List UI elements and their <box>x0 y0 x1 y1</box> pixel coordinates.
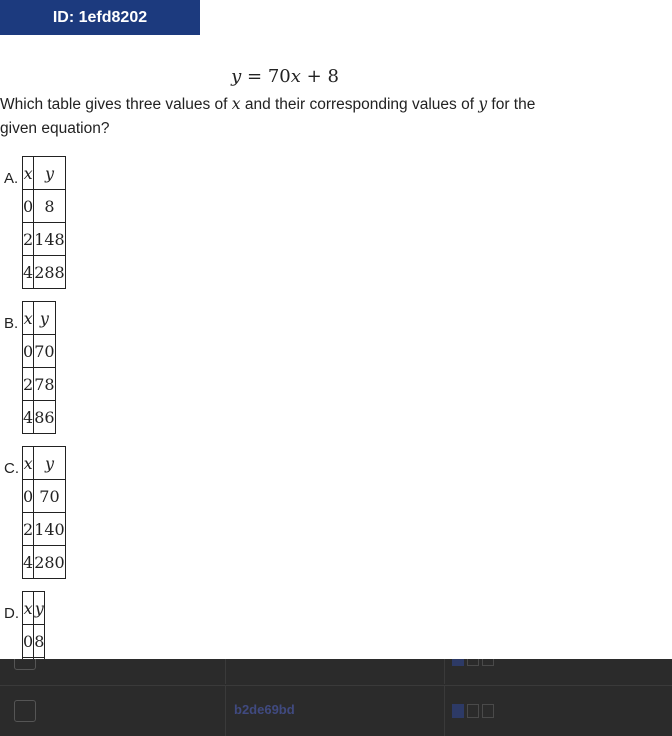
table-header-cell: x <box>23 592 34 625</box>
progress-square <box>452 659 464 666</box>
table-header-row <box>23 302 56 335</box>
table-row <box>23 401 56 434</box>
question-text <box>0 92 570 141</box>
option-letter: D. <box>4 605 19 622</box>
table-cell: 2 <box>23 513 34 546</box>
overlay-progress-squares <box>452 704 494 718</box>
overlay-progress-squares <box>452 659 494 666</box>
table-cell: 0 <box>23 190 34 223</box>
table-header-cell: x <box>23 302 34 335</box>
table-row <box>23 513 66 546</box>
option-letter: C. <box>4 460 19 477</box>
progress-square <box>467 704 479 718</box>
overlay-row <box>0 659 672 684</box>
progress-square <box>482 659 494 666</box>
equation <box>0 66 570 87</box>
overlay-checkbox[interactable] <box>14 700 36 722</box>
table-cell: 2 <box>23 223 34 256</box>
equation-equals: = <box>247 66 263 87</box>
table-cell: 0 <box>23 625 34 658</box>
table-header-cell: y <box>34 592 45 625</box>
table-header-row <box>23 447 66 480</box>
overlay-table <box>0 659 672 736</box>
option-c-table <box>22 446 66 579</box>
progress-square <box>482 704 494 718</box>
progress-square <box>452 704 464 718</box>
question-id-badge: ID: 1efd8202 <box>0 0 200 35</box>
table-header-cell: y <box>34 302 55 335</box>
table-cell: 8 <box>34 190 66 223</box>
option-a-table <box>22 156 66 289</box>
table-cell: 0 <box>23 335 34 368</box>
question-part: for the given equation? <box>0 96 536 137</box>
question-part: and their corresponding values of <box>240 96 479 113</box>
table-row <box>23 480 66 513</box>
table-header-cell: y <box>34 157 66 190</box>
equation-lhs: y <box>231 66 242 87</box>
table-cell: 4 <box>23 401 34 434</box>
table-header-cell: y <box>34 447 66 480</box>
option-letter: B. <box>4 315 19 332</box>
table-cell: 70 <box>34 480 66 513</box>
table-cell: 2 <box>23 368 34 401</box>
table-cell: 70 <box>34 335 55 368</box>
equation-var: x <box>290 66 301 87</box>
overlay-code: b2de69bd <box>234 702 295 717</box>
table-row <box>23 368 56 401</box>
overlay-row <box>0 686 672 736</box>
table-header-cell: x <box>23 157 34 190</box>
table-row <box>23 546 66 579</box>
table-cell: 86 <box>34 401 55 434</box>
table-cell: 148 <box>34 223 66 256</box>
table-header-cell: x <box>23 447 34 480</box>
table-cell: 288 <box>34 256 66 289</box>
table-row <box>23 625 45 658</box>
table-header-row <box>23 157 66 190</box>
table-row <box>23 335 56 368</box>
table-cell: 4 <box>23 546 34 579</box>
option-letter: A. <box>4 170 19 187</box>
table-cell: 4 <box>23 256 34 289</box>
equation-coef: 70 <box>267 66 291 87</box>
equation-const: 8 <box>327 66 339 87</box>
table-row <box>23 190 66 223</box>
table-cell: 78 <box>34 368 55 401</box>
overlay-checkbox[interactable] <box>14 659 36 670</box>
question-var-x: x <box>231 95 241 113</box>
equation-op: + <box>306 66 322 87</box>
question-var-y: y <box>478 95 488 113</box>
table-cell: 140 <box>34 513 66 546</box>
table-header-row <box>23 592 45 625</box>
question-part: Which table gives three values of <box>0 96 232 113</box>
overlay-cell <box>225 659 445 684</box>
table-cell: 8 <box>34 625 45 658</box>
table-row <box>23 223 66 256</box>
table-row <box>23 256 66 289</box>
table-cell: 280 <box>34 546 66 579</box>
progress-square <box>467 659 479 666</box>
option-b-table <box>22 301 56 434</box>
table-cell: 0 <box>23 480 34 513</box>
